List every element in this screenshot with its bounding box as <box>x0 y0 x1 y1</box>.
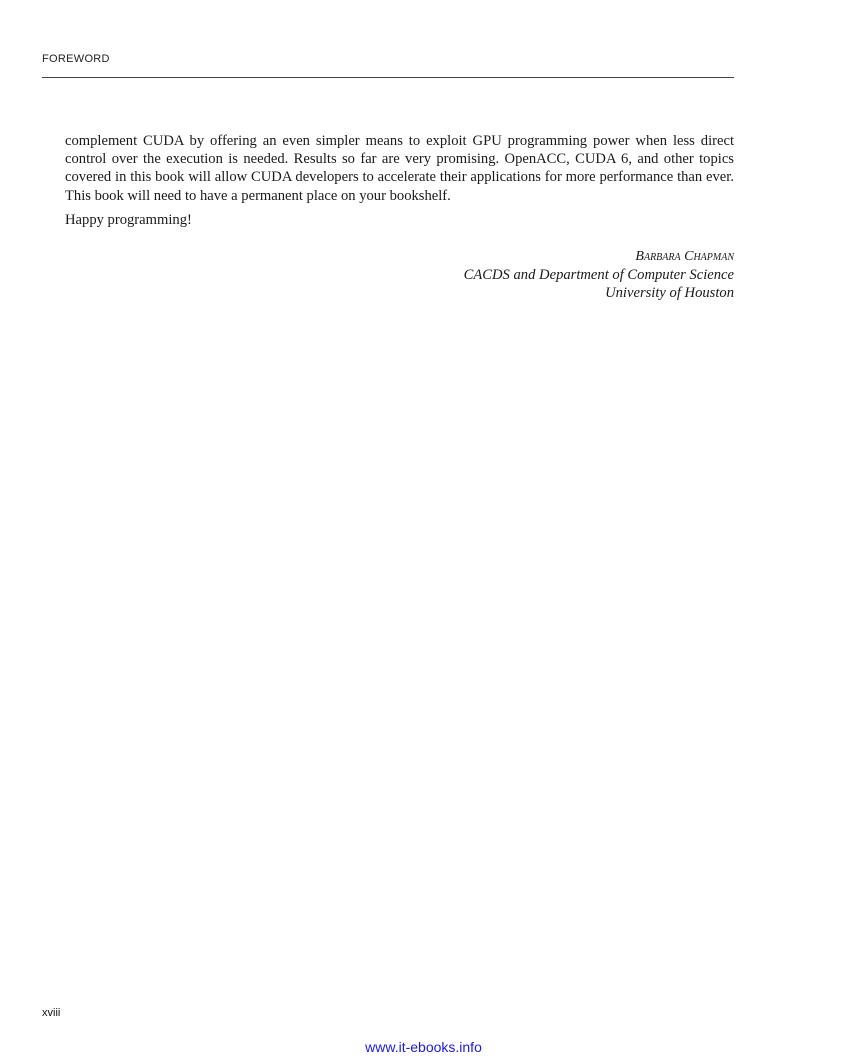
author-name: Barbara Chapman <box>635 249 734 264</box>
paragraph: complement CUDA by offering an even simpler means to exploit GPU programming power when less direct control over the execution is needed. Results so far are very promising. OpenACC, CUDA 6, and other topics covered in this book will allow CUDA developers to accelerate their applications for more performance than ever. This book will need to have a permanent place on your bookshelf. <box>65 133 734 204</box>
page-number: xviii <box>42 1007 61 1019</box>
author-affiliation: CACDS and Department of Computer Science <box>463 267 734 283</box>
header-rule <box>42 77 734 78</box>
watermark-link[interactable]: www.it-ebooks.info <box>365 1039 482 1055</box>
paragraph: Happy programming! <box>65 211 192 228</box>
signature-block <box>464 248 734 302</box>
author-institution: University of Houston <box>605 285 734 301</box>
body-text <box>65 132 734 229</box>
running-head: FOREWORD <box>42 53 110 65</box>
